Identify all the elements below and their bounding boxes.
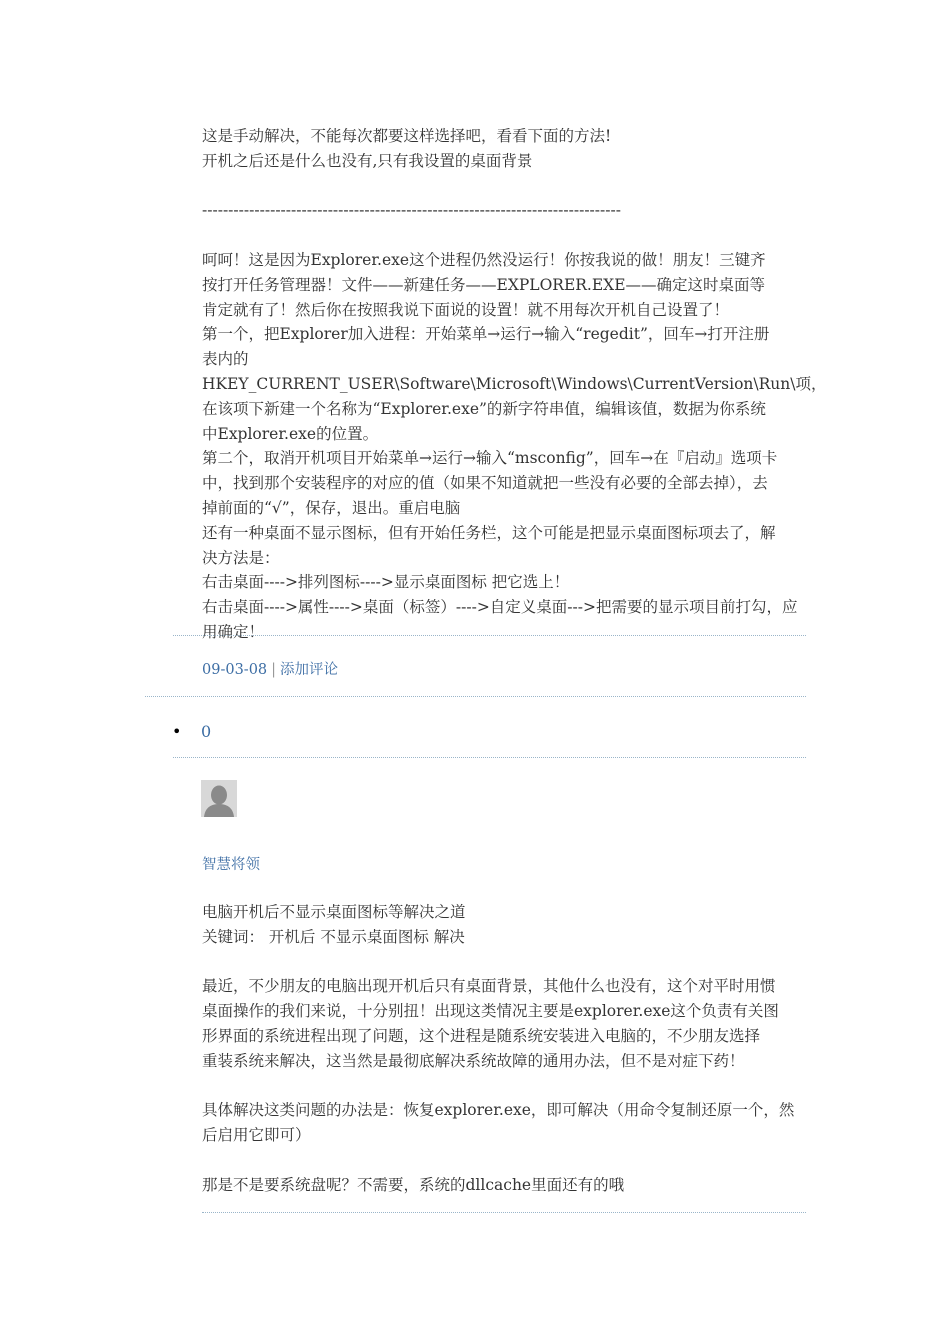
text-line: 第一个，把Explorer加入进程：开始菜单→运行→输入“regedit”，回车→打开注册 [202,325,770,344]
text-line: 呵呵！这是因为Explorer.exe这个进程仍然没运行！你按我说的做！朋友！三键齐 [202,250,766,269]
divider [173,635,806,636]
text-line: 右击桌面---->属性---->桌面（标签）---->自定义桌面--->把需要的显示项目前打勾，应 [202,598,798,617]
text-line: -------------------------------------------------------------------------------- [202,201,621,220]
text-line: 第二个，取消开机项目开始菜单→运行→输入“msconfig”，回车→在『启动』选项卡 [202,449,778,468]
blank-line [202,1074,810,1099]
answer-2-body [202,900,810,1198]
blank-line [202,1148,810,1173]
divider [173,757,806,758]
text-line: 中，找到那个安装程序的对应的值（如果不知道就把一些没有必要的全部去掉），去 [202,474,768,493]
text-line: 用确定！ [202,622,265,641]
divider [145,696,806,697]
text-line: 在该项下新建一个名称为“Explorer.exe”的新字符串值，编辑该值，数据为你系统 [202,399,766,418]
text-line: 最近，不少朋友的电脑出现开机后只有桌面背景，其他什么也没有，这个对平时用惯 [202,977,776,996]
blank-line [202,174,810,199]
text-line: 还有一种桌面不显示图标，但有开始任务栏，这个可能是把显示桌面图标项去了，解 [202,523,776,542]
divider [202,1212,806,1213]
answer-1-body [202,124,827,645]
blank-line [202,223,810,248]
text-line: 肯定就有了！然后你在按照我说下面说的设置！就不用每次开机自己设置了！ [202,300,730,319]
vote-count[interactable]: 0 [201,722,212,741]
text-line: 重装系统来解决，这当然是最彻底解决系统故障的通用办法，但不是对症下药！ [202,1051,745,1070]
text-line: 电脑开机后不显示桌面图标等解决之道 [202,903,466,921]
add-comment-link[interactable]: 添加评论 [280,662,339,678]
text-line: 那是不是要系统盘呢？不需要，系统的dllcache里面还有的哦 [202,1175,625,1194]
user-avatar-icon [201,780,237,817]
blank-line [202,950,810,975]
username-link[interactable]: 智慧将领 [202,857,260,873]
text-line: 后启用它即可） [202,1126,311,1145]
text-line: 掉前面的“√”，保存，退出。重启电脑 [202,498,461,517]
text-line: 表内的HKEY_CURRENT_USER\Software\Microsoft\Windows\CurrentVersion\Run\项， [202,350,827,393]
meta-separator: | [271,662,277,678]
text-line: 形界面的系统进程出现了问题，这个进程是随系统安装进入电脑的，不少朋友选择 [202,1026,761,1045]
text-line: 决方法是： [202,548,280,567]
text-line: 关键词： 开机后 不显示桌面图标 解决 [202,927,465,946]
text-line: 这是手动解决，不能每次都要这样选择吧，看看下面的方法! [202,127,612,145]
text-line: 右击桌面---->排列图标---->显示桌面图标 把它选上！ [202,573,570,592]
avatar[interactable] [201,780,237,817]
list-bullet: • [172,722,182,741]
text-line: 中Explorer.exe的位置。 [202,424,379,443]
answer-1-meta [202,660,338,680]
answer-date: 09-03-08 [202,662,268,678]
text-line: 桌面操作的我们来说，十分别扭！出现这类情况主要是explorer.exe这个负责有关图 [202,1002,779,1021]
text-line: 按打开任务管理器！文件——新建任务——EXPLORER.EXE——确定这时桌面等 [202,275,766,294]
text-line: 开机之后还是什么也没有,只有我设置的桌面背景 [202,151,533,170]
text-line: 具体解决这类问题的办法是：恢复explorer.exe，即可解决（用命令复制还原一个，然 [202,1101,795,1120]
